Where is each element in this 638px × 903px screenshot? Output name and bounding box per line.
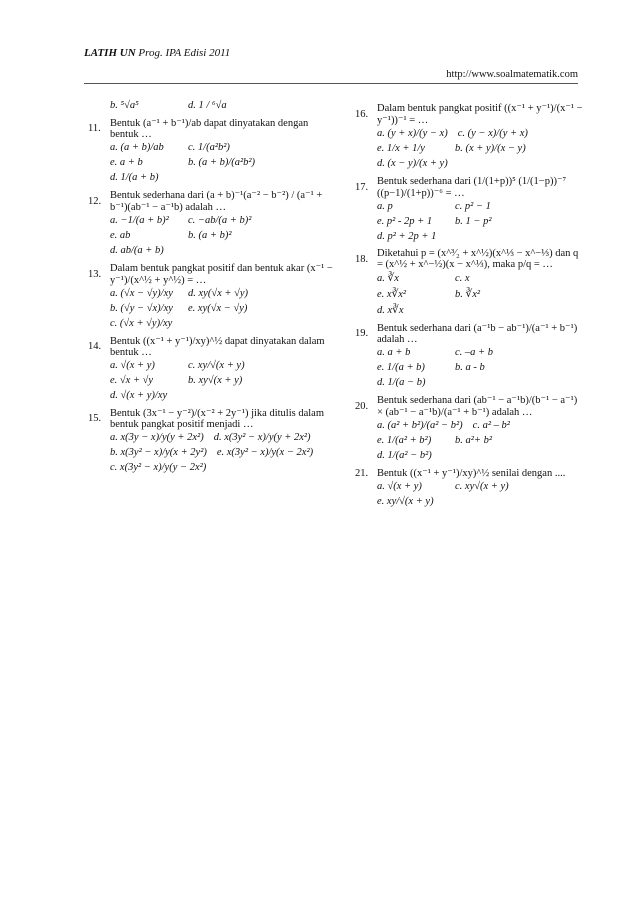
answer-option: d. 1/(a² − b²)	[377, 450, 432, 461]
question-stem: Bentuk ((x⁻¹ + y⁻¹)/xy)^½ dapat dinyatakan dalam bentuk …	[110, 336, 325, 358]
answer-option: e. p² - 2p + 1	[377, 216, 433, 227]
header-rule	[84, 83, 578, 84]
answer-option: c. (y − x)/(y + x)	[457, 128, 528, 139]
question	[355, 467, 583, 507]
answer-option: e. 1/x + 1/y	[377, 143, 425, 154]
question	[355, 102, 583, 169]
answer-option: a. ∛x	[377, 273, 399, 284]
answer-option: b. a²+ b²	[455, 435, 493, 446]
question-number: 21.	[355, 467, 369, 479]
question-number: 13.	[88, 268, 102, 280]
answer-option: c. xy/√(x + y)	[188, 360, 245, 371]
answer-option: d. 1/(a + b)	[110, 172, 159, 183]
question	[88, 100, 338, 111]
answer-option: a. √(x + y)	[377, 481, 422, 492]
answer-option: e. x∛x²	[377, 289, 407, 300]
answer-option: a. −1/(a + b)²	[110, 215, 169, 226]
question-number: 14.	[88, 341, 102, 352]
answer-option: a. (√x − √y)/xy	[110, 288, 173, 299]
question-number: 12.	[88, 195, 102, 207]
question	[88, 117, 338, 183]
question-stem: Dalam bentuk pangkat positif ((x⁻¹ + y⁻¹)/(x⁻¹ − y⁻¹))⁻¹ = …	[377, 103, 583, 126]
question-number: 19.	[355, 328, 369, 339]
answer-option: c. p² − 1	[455, 201, 491, 212]
answer-option: d. p² + 2p + 1	[377, 231, 437, 242]
question	[88, 189, 338, 256]
answer-option: c. (√x + √y)/xy	[110, 318, 173, 329]
question-stem: Bentuk sederhana dari (1/(1+p))⁵ (1/(1−p))⁻⁷ ((p−1)/(1+p))⁻⁶ = …	[377, 176, 567, 199]
question	[355, 175, 583, 242]
answer-option: a. √(x + y)	[110, 360, 155, 371]
question	[88, 407, 338, 473]
answer-option: c. −ab/(a + b)²	[188, 215, 252, 226]
question-stem: Bentuk (3x⁻¹ − y⁻²)/(x⁻² + 2y⁻¹) jika ditulis dalam bentuk pangkat positif menjadi …	[110, 408, 324, 430]
answer-option: a. (y + x)/(y − x)	[377, 128, 448, 139]
answer-option: d. ab/(a + b)	[110, 245, 164, 256]
question-stem: Bentuk (a⁻¹ + b⁻¹)/ab dapat dinyatakan dengan bentuk …	[110, 118, 309, 140]
answer-option: e. xy/√(x + y)	[377, 496, 434, 507]
answer-option: a. x(3y − x)/y(y + 2x²)	[110, 432, 204, 443]
answer-option: a. a + b	[377, 347, 411, 358]
answer-option: b. ∛x²	[455, 289, 480, 300]
answer-option: c. 1/(a²b²)	[188, 142, 230, 153]
answer-option: a. p	[377, 201, 393, 212]
answer-option: e. a + b	[110, 157, 143, 168]
answer-option: d. (x − y)/(x + y)	[377, 158, 448, 169]
question-stem: Bentuk sederhana dari (ab⁻¹ − a⁻¹b)/(b⁻¹ − a⁻¹) × (ab⁻¹ − a⁻¹b)/(a⁻¹ + b⁻¹) adalah …	[377, 395, 578, 418]
question-number: 18.	[355, 253, 369, 265]
answer-option: e. ab	[110, 230, 131, 241]
answer-option: e. x(3y² − x)/y(x − 2x²)	[216, 447, 314, 458]
question-stem: Bentuk ((x⁻¹ + y⁻¹)/xy)^½ senilai dengan ....	[377, 468, 566, 479]
answer-option: e. xy(√x − √y)	[188, 303, 248, 314]
answer-option: a. (a + b)/ab	[110, 142, 164, 153]
answer-option: a. (a² + b²)/(a² − b²)	[377, 420, 463, 431]
answer-option: b. a - b	[455, 362, 485, 373]
question-number: 20.	[355, 400, 369, 412]
answer-option: d. 1 / ⁶√a	[188, 100, 227, 111]
answer-option: d. 1/(a − b)	[377, 377, 426, 388]
answer-option: b. xy√(x + y)	[188, 375, 243, 386]
answer-option: e. 1/(a + b)	[377, 362, 425, 373]
question-number: 16.	[355, 108, 369, 120]
question-stem: Bentuk sederhana dari (a⁻¹b − ab⁻¹)/(a⁻¹ + b⁻¹) adalah …	[377, 323, 578, 345]
question	[355, 322, 583, 388]
answer-option: b. 1 − p²	[455, 216, 492, 227]
answer-option: b. (√y − √x)/xy	[110, 303, 173, 314]
right-column	[355, 100, 583, 513]
question	[355, 394, 583, 461]
answer-option: c. xy√(x + y)	[455, 481, 509, 492]
question	[355, 248, 583, 316]
answer-option: e. 1/(a² + b²)	[377, 435, 432, 446]
question-stem: Dalam bentuk pangkat positif dan bentuk akar (x⁻¹ − y⁻¹)/(x^½ + y^½) = …	[110, 263, 333, 286]
answer-option: b. x(3y² − x)/y(x + 2y²)	[110, 447, 207, 458]
answer-option: d. x∛x	[377, 305, 404, 316]
header-url: http://www.soalmatematik.com	[446, 69, 578, 80]
answer-option: b. (a + b)/(a²b²)	[188, 157, 256, 168]
question-stem: Diketahui p = (x^³⁄₂ + x^½)(x^⅓ − x^−⅓) dan q = (x^½ + x^−½)(x − x^⅓), maka p/q = …	[377, 248, 579, 270]
answer-option: b. (a + b)²	[188, 230, 232, 241]
answer-option: d. √(x + y)/xy	[110, 390, 168, 401]
question	[88, 335, 338, 401]
left-column	[88, 100, 338, 479]
answer-option: d. x(3y² − x)/y(y + 2x²)	[213, 432, 311, 443]
answer-option: b. (x + y)/(x − y)	[455, 143, 526, 154]
question-number: 15.	[88, 413, 102, 424]
header-title: LATIH UN Prog. IPA Edisi 2011	[84, 47, 231, 59]
answer-option: d. xy(√x + √y)	[188, 288, 248, 299]
question-number: 17.	[355, 181, 369, 193]
answer-option: c. a² – b²	[472, 420, 510, 431]
answer-option: b. ⁵√a⁵	[110, 100, 139, 111]
answer-option: c. x	[455, 272, 470, 284]
question-number: 11.	[88, 123, 101, 134]
answer-option: c. –a + b	[455, 347, 493, 358]
answer-option: e. √x + √y	[110, 375, 154, 386]
question-stem: Bentuk sederhana dari (a + b)⁻¹(a⁻² − b⁻²) / (a⁻¹ + b⁻¹)(ab⁻¹ − a⁻¹b) adalah …	[110, 190, 323, 213]
question	[88, 262, 338, 329]
answer-option: c. x(3y² − x)/y(y − 2x²)	[110, 462, 207, 473]
